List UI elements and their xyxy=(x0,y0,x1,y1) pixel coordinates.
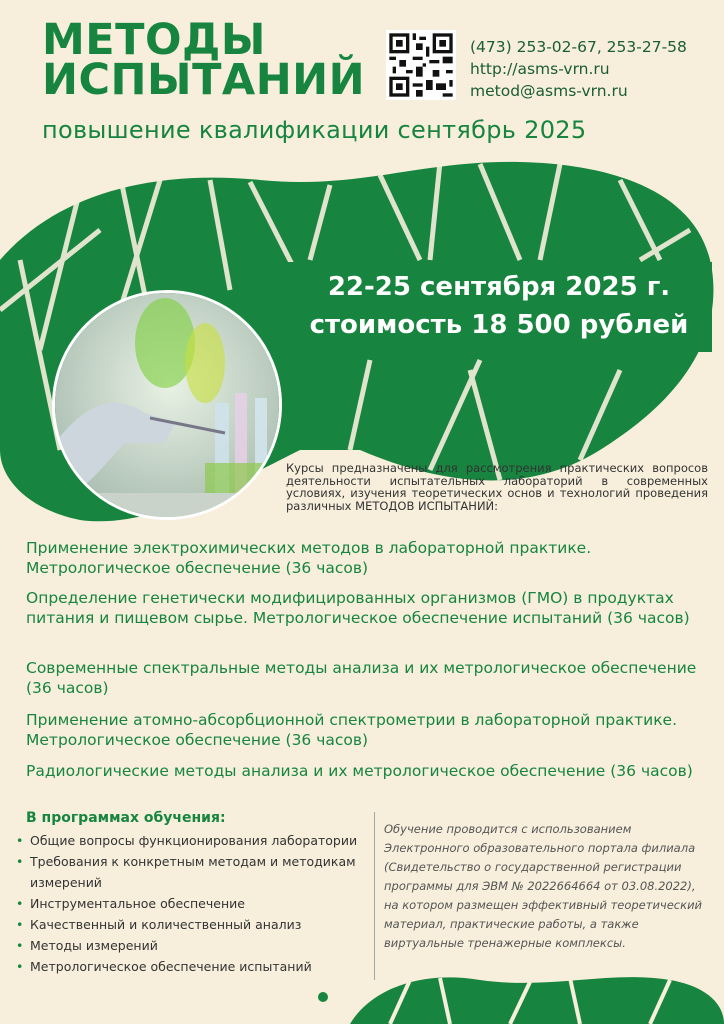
list-item: • Инструментальное обеспечение xyxy=(16,893,366,914)
decorative-bottom-shape xyxy=(330,960,724,1024)
title-line-2: ИСПЫТАНИЙ xyxy=(42,55,366,105)
page-subtitle: повышение квалификации сентябрь 2025 xyxy=(42,116,587,144)
event-dates: 22-25 сентября 2025 г. xyxy=(327,272,671,302)
contacts xyxy=(470,36,687,102)
page-title xyxy=(42,15,366,105)
event-info-box xyxy=(286,262,712,352)
intro-text: Курсы предназначены для рассмотрения практических вопросов деятельности испытательных лабораторий в современных условиях, изучения теоретических основ и технологий проведения различных МЕТОДОВ ИСПЫТАНИЙ: xyxy=(286,461,708,513)
site-link[interactable]: http://asms-vrn.ru xyxy=(470,60,610,78)
course-item: Применение атомно-абсорбционной спектрометрии в лабораторной практике. Метрологическое обеспечение (36 часов) xyxy=(26,711,678,749)
programs-title: В программах обучения: xyxy=(26,810,226,826)
course-item: Радиологические методы анализа и их метрологическое обеспечение (36 часов) xyxy=(26,762,693,780)
programs-list xyxy=(16,830,366,977)
lab-photo xyxy=(52,290,282,520)
course-item: Современные спектральные методы анализа и их метрологическое обеспечение (36 часов) xyxy=(26,659,697,697)
list-item: • Требования к конкретным методам и методикам измерений xyxy=(16,851,366,893)
phone-text[interactable]: (473) 253-02-67, 253-27-58 xyxy=(470,38,687,56)
course-item: Определение генетически модифицированных организмов (ГМО) в продуктах питания и пищевом сырье. Метрологическое обеспечение испытаний (36 часов) xyxy=(26,589,690,627)
event-price: стоимость 18 500 рублей xyxy=(309,310,689,340)
list-item: • Общие вопросы функционирования лаборатории xyxy=(16,830,366,851)
email-link[interactable]: metod@asms-vrn.ru xyxy=(470,82,628,100)
qr-code-icon[interactable] xyxy=(386,30,456,100)
title-line-1: МЕТОДЫ xyxy=(42,15,266,65)
list-item: • Качественный и количественный анализ xyxy=(16,914,366,935)
list-item: • Метрологическое обеспечение испытаний xyxy=(16,956,366,977)
decorative-dot xyxy=(318,992,328,1002)
portal-note: Обучение проводится с использованием Электронного образовательного портала филиала (Свидетельство о государственной регистрации программы для ЭВМ № 2022664664 от 03.08.2022), на котором размещен эффективный теоретический материал, практические работы, а также виртуальные тренажерные комплексы. xyxy=(384,822,703,950)
divider xyxy=(374,812,375,980)
course-item: Применение электрохимических методов в лабораторной практике. Метрологическое обеспечение (36 часов) xyxy=(26,539,592,577)
list-item: • Методы измерений xyxy=(16,935,366,956)
